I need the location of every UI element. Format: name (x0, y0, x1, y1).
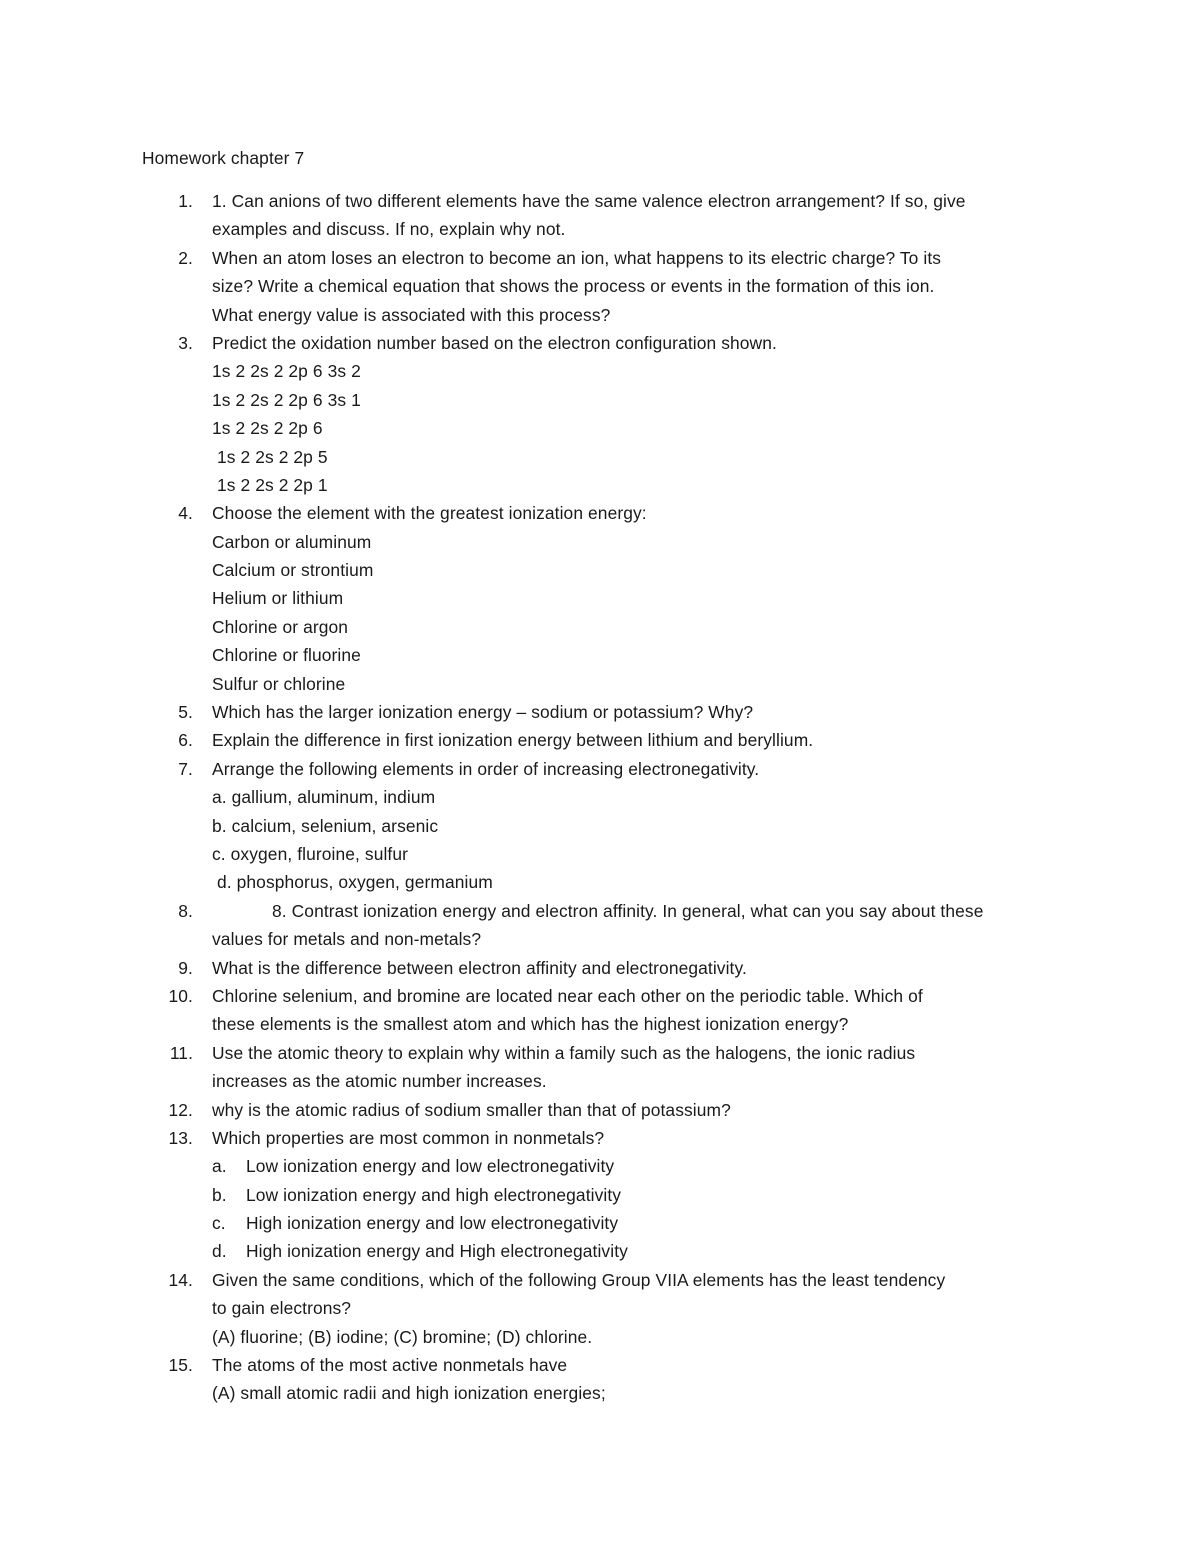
electron-configuration (0, 414, 1200, 442)
question-continuation (0, 1294, 1200, 1322)
configuration-text: 1s 2 2s 2 2p 6 3s 1 (212, 389, 361, 410)
question-number: 2. (178, 247, 193, 268)
question-continuation (0, 215, 1200, 243)
question-text: What energy value is associated with this process? (212, 304, 611, 325)
question-continuation (0, 272, 1200, 300)
question-number: 7. (178, 758, 193, 779)
sub-item (0, 812, 1200, 840)
question-text: Chlorine selenium, and bromine are located near each other on the periodic table. Which of (212, 985, 923, 1006)
question-text: size? Write a chemical equation that shows the process or events in the formation of this ion. (212, 276, 935, 297)
list-item (0, 954, 1200, 982)
question-continuation (0, 1010, 1200, 1038)
list-item (0, 499, 1200, 527)
question-number: 14. (168, 1269, 193, 1290)
list-item (0, 897, 1200, 925)
answer-option (0, 1152, 1200, 1180)
list-item (0, 1096, 1200, 1124)
option-text: Low ionization energy and high electronegativity (246, 1184, 622, 1205)
electron-configuration (0, 471, 1200, 499)
question-text: Arrange the following elements in order of increasing electronegativity. (212, 758, 760, 779)
question-text: What is the difference between electron affinity and electronegativity. (212, 957, 747, 978)
choices-text: (A) small atomic radii and high ionization energies; (212, 1383, 606, 1404)
list-item (0, 698, 1200, 726)
question-text: Which properties are most common in nonmetals? (212, 1127, 605, 1148)
configuration-text: 1s 2 2s 2 2p 6 3s 2 (212, 361, 361, 382)
element-pair (0, 528, 1200, 556)
question-list (0, 187, 1200, 1408)
configuration-text: 1s 2 2s 2 2p 5 (217, 446, 328, 467)
element-pair (0, 670, 1200, 698)
question-number: 1. (178, 191, 193, 211)
element-pair (0, 584, 1200, 612)
element-pair-text: Chlorine or fluorine (212, 645, 361, 666)
question-text: Which has the larger ionization energy – sodium or potassium? Why? (212, 702, 754, 723)
question-text: why is the atomic radius of sodium smaller than that of potassium? (212, 1099, 731, 1120)
question-number: 8. (178, 900, 193, 921)
sub-item-text: d. phosphorus, oxygen, germanium (217, 872, 493, 893)
question-number: 4. (178, 503, 193, 524)
question-number: 10. (168, 985, 193, 1006)
element-pair (0, 641, 1200, 669)
configuration-text: 1s 2 2s 2 2p 6 (212, 418, 323, 439)
question-number: 13. (168, 1127, 193, 1148)
question-text: values for metals and non-metals? (212, 929, 482, 950)
question-text: Given the same conditions, which of the following Group VIIA elements has the least tendency (212, 1269, 946, 1290)
answer-option (0, 1237, 1200, 1265)
electron-configuration (0, 357, 1200, 385)
question-text: increases as the atomic number increases. (212, 1071, 547, 1092)
question-number: 12. (168, 1099, 193, 1120)
question-text: to gain electrons? (212, 1298, 352, 1319)
question-text: these elements is the smallest atom and which has the highest ionization energy? (212, 1014, 849, 1035)
question-continuation (0, 925, 1200, 953)
question-text: 8. Contrast ionization energy and electron affinity. In general, what can you say about these (272, 900, 984, 921)
option-letter: a. (212, 1156, 227, 1177)
option-text: Low ionization energy and low electronegativity (246, 1156, 615, 1177)
list-item (0, 982, 1200, 1010)
list-item (0, 1039, 1200, 1067)
list-item (0, 187, 1200, 215)
electron-configuration (0, 443, 1200, 471)
element-pair (0, 613, 1200, 641)
answer-option (0, 1209, 1200, 1237)
question-number: 9. (178, 957, 193, 978)
list-item (0, 1124, 1200, 1152)
sub-item (0, 840, 1200, 868)
question-number: 5. (178, 702, 193, 723)
sub-item (0, 868, 1200, 896)
list-item (0, 244, 1200, 272)
element-pair-text: Carbon or aluminum (212, 531, 372, 552)
question-text: Predict the oxidation number based on the electron configuration shown. (212, 332, 777, 353)
option-letter: c. (212, 1213, 226, 1234)
question-text: Explain the difference in first ionization energy between lithium and beryllium. (212, 730, 814, 751)
question-continuation (0, 301, 1200, 329)
question-text: The atoms of the most active nonmetals have (212, 1355, 568, 1376)
sub-item (0, 783, 1200, 811)
answer-choices (0, 1379, 1200, 1407)
list-item (0, 726, 1200, 754)
answer-option (0, 1181, 1200, 1209)
option-text: High ionization energy and low electronegativity (246, 1213, 619, 1234)
choices-text: (A) fluorine; (B) iodine; (C) bromine; (D) chlorine. (212, 1326, 593, 1347)
page-title: Homework chapter 7 (142, 148, 305, 168)
question-text: Use the atomic theory to explain why within a family such as the halogens, the ionic radius (212, 1042, 916, 1063)
list-item (0, 329, 1200, 357)
option-letter: d. (212, 1241, 227, 1262)
question-number: 11. (169, 1042, 193, 1063)
sub-item-text: b. calcium, selenium, arsenic (212, 815, 439, 836)
question-number: 3. (178, 332, 193, 353)
question-text: Choose the element with the greatest ionization energy: (212, 503, 647, 524)
element-pair (0, 556, 1200, 584)
list-item (0, 1266, 1200, 1294)
question-number: 6. (178, 730, 193, 751)
answer-choices (0, 1323, 1200, 1351)
question-text: 1. Can anions of two different elements have the same valence electron arrangement? If so, give (212, 191, 966, 211)
question-text: When an atom loses an electron to become an ion, what happens to its electric charge? To its (212, 247, 942, 268)
sub-item-text: a. gallium, aluminum, indium (212, 787, 436, 808)
element-pair-text: Sulfur or chlorine (212, 673, 346, 694)
list-item (0, 1351, 1200, 1379)
list-item (0, 755, 1200, 783)
electron-configuration (0, 386, 1200, 414)
element-pair-text: Calcium or strontium (212, 560, 374, 581)
configuration-text: 1s 2 2s 2 2p 1 (217, 474, 328, 495)
question-continuation (0, 1067, 1200, 1095)
element-pair-text: Helium or lithium (212, 588, 344, 609)
element-pair-text: Chlorine or argon (212, 616, 349, 637)
question-text: examples and discuss. If no, explain why not. (212, 219, 566, 240)
question-number: 15. (168, 1355, 193, 1376)
option-letter: b. (212, 1184, 227, 1205)
option-text: High ionization energy and High electronegativity (246, 1241, 628, 1262)
sub-item-text: c. oxygen, fluroine, sulfur (212, 843, 409, 864)
